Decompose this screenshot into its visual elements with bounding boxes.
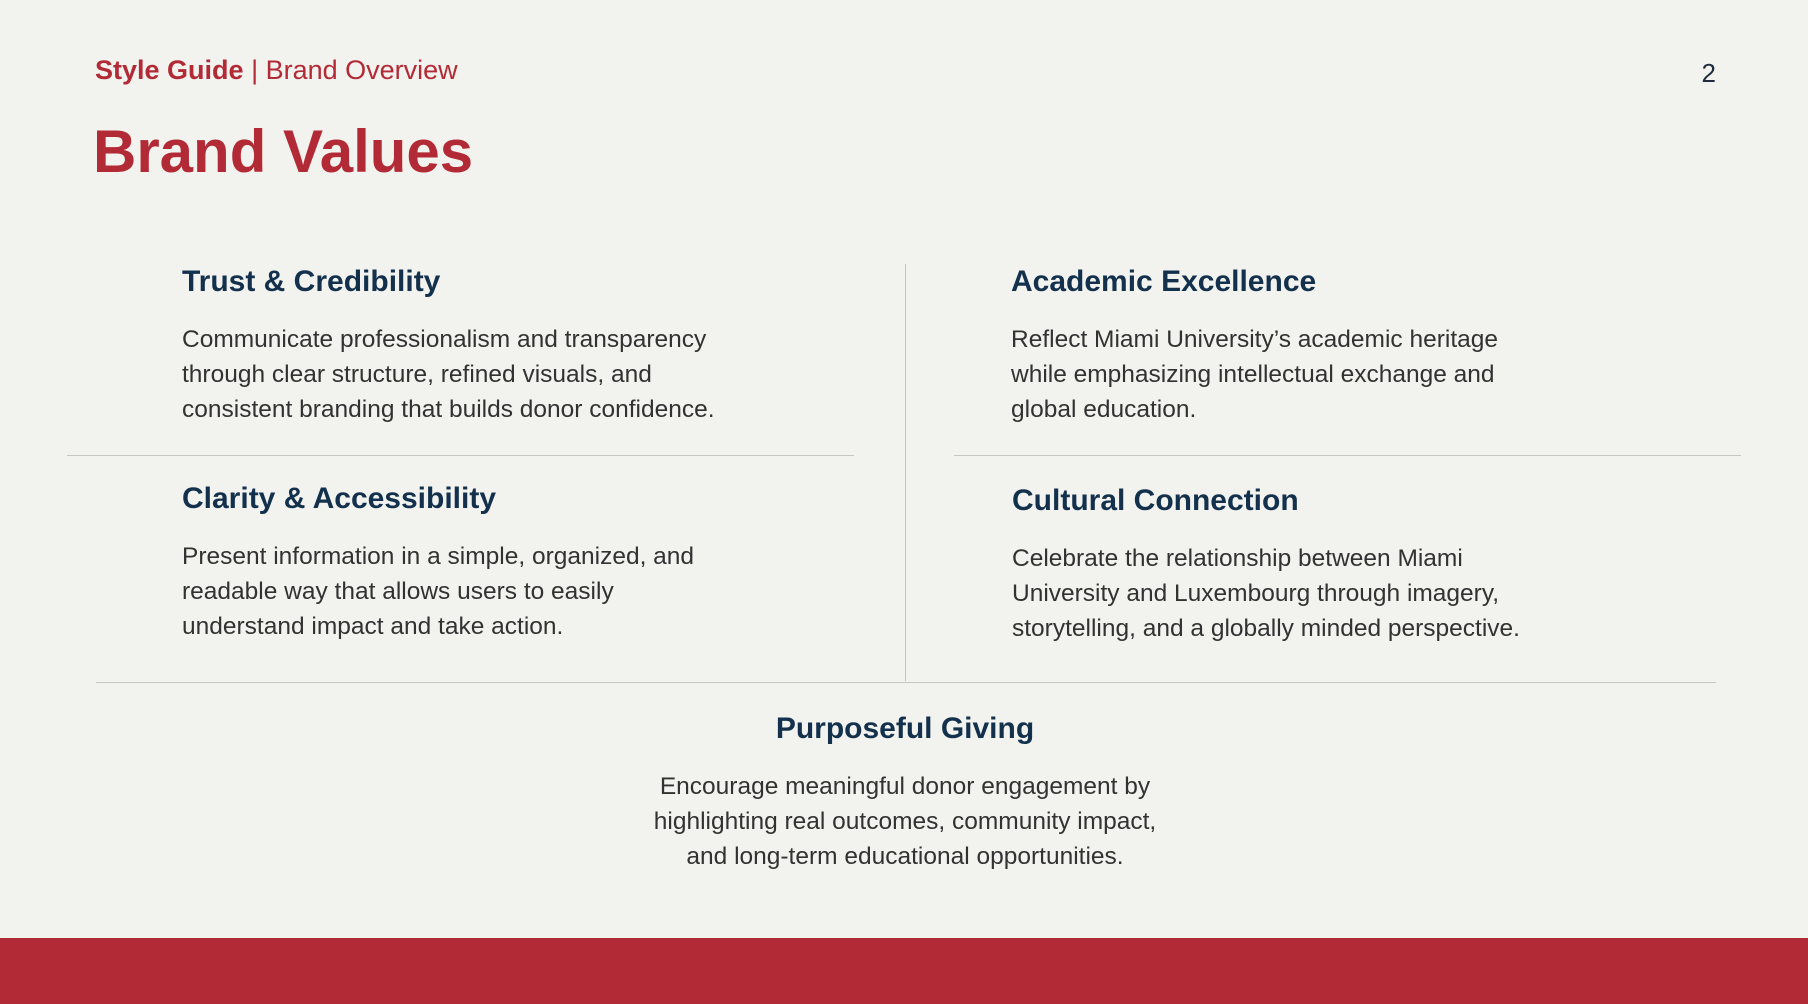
value-title: Trust & Credibility bbox=[182, 265, 441, 298]
value-title: Clarity & Accessibility bbox=[182, 482, 497, 515]
left-horizontal-divider bbox=[67, 455, 854, 456]
right-horizontal-divider bbox=[954, 455, 1741, 456]
value-purposeful-giving bbox=[560, 710, 1250, 874]
value-description: Celebrate the relationship between Miami University and Luxembourg through imagery, storytelling, and a globally minded perspective. bbox=[1012, 545, 1520, 642]
page-number: 2 bbox=[1701, 58, 1716, 88]
value-description: Encourage meaningful donor engagement by highlighting real outcomes, community impact, and long-term educational opportunities. bbox=[653, 773, 1157, 870]
value-title: Purposeful Giving bbox=[775, 712, 1035, 745]
bottom-horizontal-divider bbox=[96, 682, 1716, 683]
header-separator: | bbox=[251, 55, 259, 85]
vertical-divider bbox=[905, 264, 906, 681]
value-title: Academic Excellence bbox=[1011, 265, 1317, 298]
footer-bar bbox=[0, 938, 1808, 1004]
section-sublabel: Brand Overview bbox=[265, 55, 458, 85]
page-title: Brand Values bbox=[93, 118, 474, 185]
value-description: Present information in a simple, organized, and readable way that allows users to easily understand impact and take action. bbox=[182, 543, 695, 640]
section-header bbox=[95, 53, 458, 87]
value-description: Communicate professionalism and transparency through clear structure, refined visuals, and consistent branding that builds donor confidence. bbox=[182, 326, 715, 423]
value-cultural-connection bbox=[1012, 482, 1692, 646]
value-title: Cultural Connection bbox=[1012, 484, 1299, 517]
value-academic-excellence bbox=[1011, 263, 1691, 427]
value-description: Reflect Miami University’s academic heritage while emphasizing intellectual exchange and global education. bbox=[1011, 326, 1498, 423]
section-label: Style Guide bbox=[95, 55, 244, 85]
value-clarity-accessibility bbox=[182, 480, 862, 644]
value-trust-credibility bbox=[182, 263, 862, 427]
